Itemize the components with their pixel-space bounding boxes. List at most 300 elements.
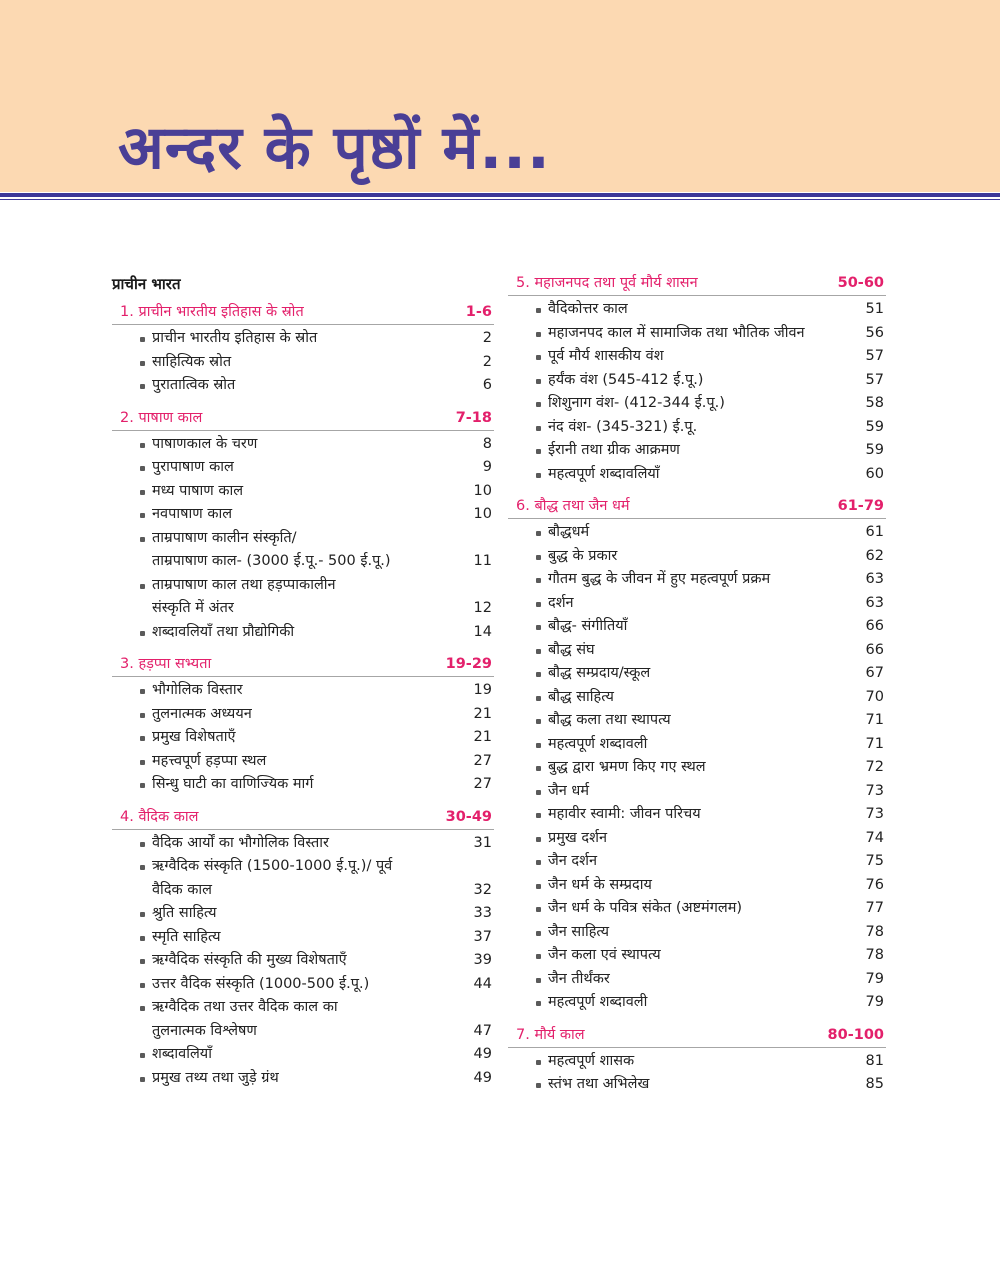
toc-section bbox=[112, 806, 494, 1091]
section-title: 4. वैदिक काल bbox=[120, 808, 199, 825]
entry-page-number: 78 bbox=[865, 947, 884, 963]
entry-line: मध्य पाषाण काल bbox=[152, 482, 244, 499]
entry-text bbox=[548, 298, 858, 322]
entry-page-number: 47 bbox=[473, 1022, 492, 1039]
entry-text bbox=[152, 855, 466, 902]
bullet-icon bbox=[140, 337, 145, 342]
toc-entry[interactable] bbox=[508, 850, 886, 874]
toc-entry[interactable] bbox=[508, 521, 886, 545]
entry-page-number: 2 bbox=[482, 353, 492, 370]
entry-line: ऋग्वैदिक तथा उत्तर वैदिक काल का bbox=[152, 999, 338, 1015]
entry-page-number: 63 bbox=[865, 594, 884, 611]
toc-entry[interactable] bbox=[112, 832, 494, 856]
entry-line: महत्वपूर्ण शब्दावली bbox=[548, 735, 648, 752]
bullet-icon bbox=[536, 578, 541, 583]
entry-page-number: 67 bbox=[865, 665, 884, 681]
entry-line: स्तंभ तथा अभिलेख bbox=[548, 1076, 650, 1092]
section-title: 3. हड़प्पा सभ्यता bbox=[120, 656, 212, 672]
entry-page-number: 37 bbox=[473, 928, 492, 945]
entry-page-number: 79 bbox=[865, 970, 884, 987]
section-title: 6. बौद्ध तथा जैन धर्म bbox=[516, 498, 630, 514]
section-heading[interactable] bbox=[112, 653, 494, 677]
bullet-icon bbox=[536, 379, 541, 384]
entry-text bbox=[152, 456, 466, 480]
toc-entry[interactable] bbox=[112, 902, 494, 926]
entry-line: वैदिक काल bbox=[152, 881, 212, 898]
section-page-range: 61-79 bbox=[837, 498, 884, 514]
bullet-icon bbox=[140, 959, 145, 964]
entry-line: वैदिकोत्तर काल bbox=[548, 301, 628, 317]
bullet-icon bbox=[140, 689, 145, 694]
toc-entry[interactable] bbox=[508, 463, 886, 487]
entry-line: बौद्ध- संगीतियाँ bbox=[548, 618, 628, 634]
entry-line: सिन्धु घाटी का वाणिज्यिक मार्ग bbox=[152, 776, 314, 792]
entry-line: ताम्रपाषाण काल- (3000 ई.पू.- 500 ई.पू.) bbox=[152, 553, 391, 569]
bullet-icon bbox=[536, 719, 541, 724]
entry-line: प्राचीन भारतीय इतिहास के स्रोत bbox=[152, 330, 318, 346]
entry-line: प्रमुख विशेषताएँ bbox=[152, 729, 236, 745]
entry-line: ताम्रपाषाण कालीन संस्कृति/ bbox=[152, 529, 297, 546]
toc-section bbox=[112, 301, 494, 398]
entry-page-number: 11 bbox=[473, 553, 492, 569]
entry-line: पूर्व मौर्य शासकीय वंश bbox=[548, 348, 664, 364]
toc-entry[interactable] bbox=[112, 574, 494, 621]
entry-page-number: 77 bbox=[865, 900, 884, 916]
toc-entry[interactable] bbox=[112, 750, 494, 774]
bullet-icon bbox=[536, 954, 541, 959]
entry-line: बुद्ध के प्रकार bbox=[548, 547, 618, 564]
bullet-icon bbox=[536, 696, 541, 701]
entry-text bbox=[152, 480, 466, 504]
entry-text bbox=[152, 1043, 466, 1067]
entry-page-number: 10 bbox=[473, 506, 492, 522]
entry-text bbox=[548, 416, 858, 440]
bullet-icon bbox=[536, 531, 541, 536]
entry-line: हर्यंक वंश (545-412 ई.पू.) bbox=[548, 371, 704, 388]
bullet-icon bbox=[536, 790, 541, 795]
entry-line: वैदिक आर्यों का भौगोलिक विस्तार bbox=[152, 834, 329, 851]
entry-text bbox=[152, 527, 466, 574]
entry-page-number: 76 bbox=[865, 876, 884, 893]
toc-entry[interactable] bbox=[112, 1043, 494, 1067]
bullet-icon bbox=[536, 837, 541, 842]
toc-entry[interactable] bbox=[508, 686, 886, 710]
header-divider bbox=[0, 193, 1000, 197]
bullet-icon bbox=[536, 978, 541, 983]
entry-line: दर्शन bbox=[548, 594, 574, 611]
entry-line: संस्कृति में अंतर bbox=[152, 600, 234, 616]
entry-text bbox=[548, 827, 858, 851]
bullet-icon bbox=[536, 332, 541, 337]
bullet-icon bbox=[536, 907, 541, 912]
bullet-icon bbox=[536, 743, 541, 748]
entry-line: जैन तीर्थंकर bbox=[548, 970, 610, 987]
entry-line: ऋग्वैदिक संस्कृति (1500-1000 ई.पू.)/ पूर्व bbox=[152, 858, 393, 874]
toc-section bbox=[508, 272, 886, 486]
entry-page-number: 70 bbox=[865, 688, 884, 705]
toc-entry[interactable] bbox=[112, 855, 494, 902]
section-heading[interactable] bbox=[112, 407, 494, 431]
entry-text bbox=[548, 921, 858, 945]
entry-text bbox=[548, 545, 858, 569]
entry-page-number: 39 bbox=[473, 952, 492, 968]
entry-text bbox=[548, 369, 858, 393]
bullet-icon bbox=[140, 783, 145, 788]
entry-text bbox=[152, 750, 466, 774]
entry-line: महत्वपूर्ण शब्दावली bbox=[548, 994, 648, 1010]
bullet-icon bbox=[536, 766, 541, 771]
entry-text bbox=[548, 968, 858, 992]
entry-line: पाषाणकाल के चरण bbox=[152, 435, 258, 452]
bullet-icon bbox=[536, 1060, 541, 1065]
entry-page-number: 9 bbox=[482, 459, 492, 475]
section-page-range: 19-29 bbox=[445, 656, 492, 672]
toc-entry[interactable] bbox=[112, 433, 494, 457]
entry-line: भौगोलिक विस्तार bbox=[152, 682, 243, 698]
entry-page-number: 10 bbox=[473, 482, 492, 499]
bullet-icon bbox=[536, 860, 541, 865]
section-title: 5. महाजनपद तथा पूर्व मौर्य शासन bbox=[516, 275, 698, 291]
entry-text bbox=[152, 351, 466, 375]
entry-line: जैन धर्म के सम्प्रदाय bbox=[548, 876, 652, 893]
bullet-icon bbox=[536, 602, 541, 607]
toc-entry[interactable] bbox=[508, 369, 886, 393]
bullet-icon bbox=[140, 361, 145, 366]
section-page-range: 50-60 bbox=[837, 275, 884, 291]
toc-entry[interactable] bbox=[508, 416, 886, 440]
toc-entry[interactable] bbox=[508, 345, 886, 369]
entry-line: ताम्रपाषाण काल तथा हड़प्पाकालीन bbox=[152, 576, 336, 593]
toc-entry[interactable] bbox=[112, 949, 494, 973]
bullet-icon bbox=[536, 1001, 541, 1006]
entry-page-number: 56 bbox=[865, 324, 884, 341]
entry-line: स्मृति साहित्य bbox=[152, 928, 221, 945]
toc-entry[interactable] bbox=[508, 874, 886, 898]
toc-entry[interactable] bbox=[508, 615, 886, 639]
entry-line: पुरातात्विक स्रोत bbox=[152, 377, 236, 393]
entry-text bbox=[548, 733, 858, 757]
bullet-icon bbox=[536, 649, 541, 654]
toc-entry[interactable] bbox=[508, 921, 886, 945]
section-heading[interactable] bbox=[508, 1024, 886, 1048]
entry-line: पुरापाषाण काल bbox=[152, 459, 234, 475]
entry-page-number: 71 bbox=[865, 712, 884, 728]
entry-line: बौद्ध संघ bbox=[548, 641, 595, 658]
entry-page-number: 2 bbox=[482, 330, 492, 346]
entry-text bbox=[548, 463, 858, 487]
bullet-icon bbox=[140, 912, 145, 917]
entry-text bbox=[548, 874, 858, 898]
part-heading: प्राचीन भारत bbox=[112, 275, 181, 293]
entry-text bbox=[548, 1073, 858, 1097]
toc-entry[interactable] bbox=[508, 709, 886, 733]
entry-page-number: 49 bbox=[473, 1069, 492, 1086]
toc-entry[interactable] bbox=[508, 944, 886, 968]
bullet-icon bbox=[140, 537, 145, 542]
entry-text bbox=[152, 973, 466, 997]
entry-text bbox=[548, 709, 858, 733]
toc-column-right bbox=[508, 272, 886, 1106]
toc-column-left bbox=[112, 272, 494, 1099]
bullet-icon bbox=[140, 584, 145, 589]
bullet-icon bbox=[140, 936, 145, 941]
toc-entry[interactable] bbox=[112, 1067, 494, 1091]
entry-page-number: 71 bbox=[865, 735, 884, 752]
toc-section bbox=[112, 407, 494, 645]
toc-entry[interactable] bbox=[508, 545, 886, 569]
entry-line: नवपाषाण काल bbox=[152, 506, 233, 522]
entry-line: शब्दावलियाँ bbox=[152, 1046, 212, 1062]
entry-text bbox=[548, 392, 858, 416]
entry-line: शिशुनाग वंश- (412-344 ई.पू.) bbox=[548, 395, 725, 411]
entry-line: बुद्ध द्वारा भ्रमण किए गए स्थल bbox=[548, 759, 706, 775]
entry-page-number: 59 bbox=[865, 418, 884, 435]
toc-entry[interactable] bbox=[508, 1073, 886, 1097]
entry-text bbox=[548, 803, 858, 827]
entry-page-number: 72 bbox=[865, 759, 884, 775]
entry-text bbox=[548, 615, 858, 639]
toc-entry[interactable] bbox=[112, 996, 494, 1043]
toc-entry[interactable] bbox=[508, 1050, 886, 1074]
entry-text bbox=[548, 897, 858, 921]
toc-entry[interactable] bbox=[112, 679, 494, 703]
entry-line: ईरानी तथा ग्रीक आक्रमण bbox=[548, 442, 680, 458]
bullet-icon bbox=[140, 1006, 145, 1011]
bullet-icon bbox=[536, 308, 541, 313]
entry-text bbox=[152, 374, 466, 398]
toc-entry[interactable] bbox=[112, 351, 494, 375]
entry-line: जैन दर्शन bbox=[548, 853, 598, 869]
entry-page-number: 31 bbox=[473, 834, 492, 851]
entry-page-number: 49 bbox=[473, 1046, 492, 1062]
entry-page-number: 27 bbox=[473, 776, 492, 792]
bullet-icon bbox=[140, 631, 145, 636]
toc-entry[interactable] bbox=[112, 703, 494, 727]
header-divider-thin bbox=[0, 199, 1000, 200]
bullet-icon bbox=[140, 760, 145, 765]
entry-page-number: 57 bbox=[865, 371, 884, 388]
entry-page-number: 44 bbox=[473, 975, 492, 992]
entry-text bbox=[548, 780, 858, 804]
section-heading[interactable] bbox=[112, 301, 494, 325]
entry-text bbox=[152, 996, 466, 1043]
entry-page-number: 73 bbox=[865, 782, 884, 799]
entry-page-number: 19 bbox=[473, 682, 492, 698]
bullet-icon bbox=[140, 466, 145, 471]
page-title: अन्दर के पृष्ठों में... bbox=[118, 113, 551, 183]
entry-line: महत्त्वपूर्ण हड़प्पा स्थल bbox=[152, 752, 267, 769]
entry-line: श्रुति साहित्य bbox=[152, 905, 217, 921]
toc-entry[interactable] bbox=[112, 527, 494, 574]
toc-entry[interactable] bbox=[508, 780, 886, 804]
entry-line: ऋग्वैदिक संस्कृति की मुख्य विशेषताएँ bbox=[152, 952, 347, 968]
bullet-icon bbox=[140, 443, 145, 448]
entry-text bbox=[548, 592, 858, 616]
bullet-icon bbox=[536, 1083, 541, 1088]
toc-entry[interactable] bbox=[508, 968, 886, 992]
bullet-icon bbox=[536, 625, 541, 630]
entry-page-number: 6 bbox=[482, 377, 492, 393]
bullet-icon bbox=[140, 983, 145, 988]
entry-text bbox=[548, 439, 858, 463]
entry-text bbox=[152, 433, 466, 457]
section-page-range: 7-18 bbox=[455, 409, 492, 426]
entry-line: तुलनात्मक अध्ययन bbox=[152, 705, 252, 722]
entry-text bbox=[152, 832, 466, 856]
entry-page-number: 32 bbox=[473, 881, 492, 898]
toc-entry[interactable] bbox=[112, 926, 494, 950]
entry-text bbox=[548, 639, 858, 663]
entry-text bbox=[548, 991, 858, 1015]
section-page-range: 30-49 bbox=[445, 808, 492, 825]
entry-line: नंद वंश- (345-321) ई.पू. bbox=[548, 418, 698, 435]
entry-line: गौतम बुद्ध के जीवन में हुए महत्वपूर्ण प्रक्रम bbox=[548, 571, 771, 587]
toc-entry[interactable] bbox=[508, 756, 886, 780]
bullet-icon bbox=[536, 473, 541, 478]
entry-text bbox=[152, 327, 466, 351]
bullet-icon bbox=[536, 672, 541, 677]
toc-entry[interactable] bbox=[112, 503, 494, 527]
section-heading[interactable] bbox=[508, 272, 886, 296]
entry-text bbox=[152, 902, 466, 926]
bullet-icon bbox=[536, 931, 541, 936]
entry-page-number: 27 bbox=[473, 752, 492, 769]
entry-page-number: 79 bbox=[865, 994, 884, 1010]
entry-text bbox=[548, 322, 858, 346]
entry-text bbox=[152, 679, 466, 703]
entry-text bbox=[152, 726, 466, 750]
toc-entry[interactable] bbox=[112, 773, 494, 797]
toc-entry[interactable] bbox=[508, 639, 886, 663]
entry-line: बौद्धधर्म bbox=[548, 524, 590, 540]
section-heading[interactable] bbox=[112, 806, 494, 830]
entry-text bbox=[152, 703, 466, 727]
section-page-range: 80-100 bbox=[827, 1026, 884, 1043]
entry-page-number: 8 bbox=[482, 435, 492, 452]
entry-page-number: 61 bbox=[865, 524, 884, 540]
toc-entry[interactable] bbox=[508, 803, 886, 827]
section-heading[interactable] bbox=[508, 495, 886, 519]
entry-line: जैन कला एवं स्थापत्य bbox=[548, 947, 661, 963]
entry-line: महाजनपद काल में सामाजिक तथा भौतिक जीवन bbox=[548, 324, 805, 341]
entry-page-number: 14 bbox=[473, 623, 492, 640]
entry-page-number: 62 bbox=[865, 547, 884, 564]
entry-text bbox=[548, 345, 858, 369]
entry-text bbox=[548, 850, 858, 874]
entry-page-number: 21 bbox=[473, 729, 492, 745]
bullet-icon bbox=[140, 384, 145, 389]
entry-line: महत्वपूर्ण शासक bbox=[548, 1052, 635, 1069]
toc-entry[interactable] bbox=[508, 991, 886, 1015]
section-title: 2. पाषाण काल bbox=[120, 409, 203, 426]
toc-entry[interactable] bbox=[508, 298, 886, 322]
bullet-icon bbox=[536, 555, 541, 560]
toc-entry[interactable] bbox=[112, 480, 494, 504]
entry-text bbox=[152, 949, 466, 973]
toc-entry[interactable] bbox=[112, 726, 494, 750]
entry-text bbox=[548, 521, 858, 545]
bullet-icon bbox=[140, 1077, 145, 1082]
toc-entry[interactable] bbox=[112, 374, 494, 398]
entry-text bbox=[152, 926, 466, 950]
entry-line: तुलनात्मक विश्लेषण bbox=[152, 1022, 257, 1039]
bullet-icon bbox=[140, 513, 145, 518]
entry-line: महावीर स्वामी: जीवन परिचय bbox=[548, 806, 701, 822]
entry-page-number: 66 bbox=[865, 641, 884, 658]
bullet-icon bbox=[140, 842, 145, 847]
section-page-range: 1-6 bbox=[465, 304, 492, 320]
toc-section bbox=[508, 1024, 886, 1097]
entry-page-number: 60 bbox=[865, 465, 884, 482]
toc-entry[interactable] bbox=[508, 392, 886, 416]
entry-text bbox=[548, 686, 858, 710]
entry-page-number: 75 bbox=[865, 853, 884, 869]
entry-line: साहित्यिक स्रोत bbox=[152, 353, 232, 370]
entry-page-number: 63 bbox=[865, 571, 884, 587]
entry-text bbox=[548, 568, 858, 592]
bullet-icon bbox=[536, 355, 541, 360]
entry-page-number: 51 bbox=[865, 301, 884, 317]
entry-text bbox=[548, 1050, 858, 1074]
entry-line: प्रमुख दर्शन bbox=[548, 829, 607, 846]
entry-page-number: 21 bbox=[473, 705, 492, 722]
bullet-icon bbox=[140, 865, 145, 870]
bullet-icon bbox=[536, 449, 541, 454]
toc-entry[interactable] bbox=[508, 733, 886, 757]
entry-page-number: 12 bbox=[473, 600, 492, 616]
entry-line: प्रमुख तथ्य तथा जुड़े ग्रंथ bbox=[152, 1069, 279, 1086]
toc-entry[interactable] bbox=[508, 662, 886, 686]
section-title: 7. मौर्य काल bbox=[516, 1026, 585, 1043]
entry-page-number: 73 bbox=[865, 806, 884, 822]
entry-text bbox=[548, 944, 858, 968]
entry-page-number: 33 bbox=[473, 905, 492, 921]
bullet-icon bbox=[536, 402, 541, 407]
entry-text bbox=[548, 756, 858, 780]
toc-entry[interactable] bbox=[508, 439, 886, 463]
entry-line: उत्तर वैदिक संस्कृति (1000-500 ई.पू.) bbox=[152, 975, 370, 992]
entry-line: जैन धर्म के पवित्र संकेत (अष्टमंगलम) bbox=[548, 900, 743, 916]
entry-page-number: 57 bbox=[865, 348, 884, 364]
bullet-icon bbox=[140, 736, 145, 741]
entry-line: शब्दावलियाँ तथा प्रौद्योगिकी bbox=[152, 623, 295, 640]
toc-entry[interactable] bbox=[508, 322, 886, 346]
entry-text bbox=[152, 621, 466, 645]
toc-section bbox=[112, 653, 494, 797]
entry-line: बौद्ध साहित्य bbox=[548, 688, 614, 705]
entry-page-number: 59 bbox=[865, 442, 884, 458]
bullet-icon bbox=[140, 490, 145, 495]
entry-line: जैन साहित्य bbox=[548, 923, 610, 940]
entry-text bbox=[548, 662, 858, 686]
toc-entry[interactable] bbox=[112, 456, 494, 480]
toc-entry[interactable] bbox=[112, 327, 494, 351]
entry-line: बौद्ध कला तथा स्थापत्य bbox=[548, 712, 671, 728]
toc-entry[interactable] bbox=[508, 568, 886, 592]
toc-entry[interactable] bbox=[112, 973, 494, 997]
toc-entry[interactable] bbox=[508, 827, 886, 851]
section-title: 1. प्राचीन भारतीय इतिहास के स्रोत bbox=[120, 304, 304, 320]
bullet-icon bbox=[536, 813, 541, 818]
entry-text bbox=[152, 574, 466, 621]
entry-page-number: 66 bbox=[865, 618, 884, 634]
toc-entry[interactable] bbox=[112, 621, 494, 645]
entry-line: बौद्ध सम्प्रदाय/स्कूल bbox=[548, 665, 651, 681]
entry-page-number: 81 bbox=[865, 1052, 884, 1069]
toc-entry[interactable] bbox=[508, 592, 886, 616]
toc-entry[interactable] bbox=[508, 897, 886, 921]
entry-page-number: 78 bbox=[865, 923, 884, 940]
